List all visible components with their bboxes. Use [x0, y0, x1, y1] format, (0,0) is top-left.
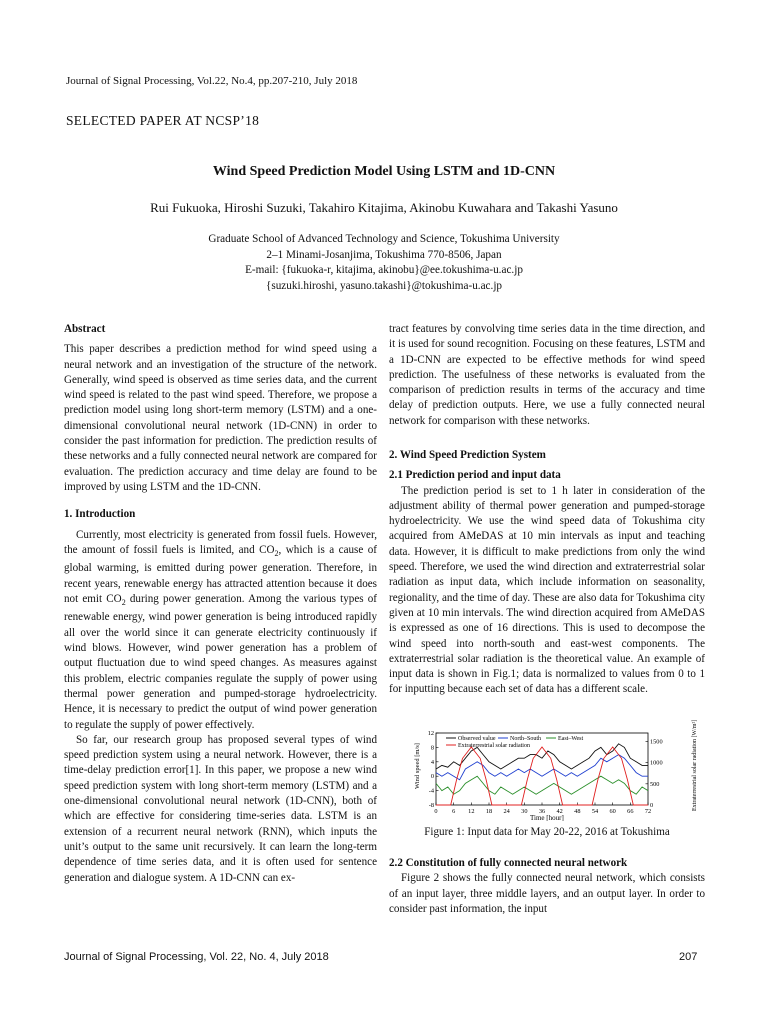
page-number: 207	[679, 951, 698, 963]
section2-1-heading: 2.1 Prediction period and input data	[389, 469, 561, 482]
co2-subscript: 2	[121, 598, 126, 608]
legend-label: Observed value	[458, 736, 496, 742]
journal-header: Journal of Signal Processing, Vol.22, No.4, pp.207-210, July 2018	[66, 75, 358, 87]
intro-paragraph-2-continued: tract features by convolving time series data in the time direction, and it is used for sound recognition. Focusing on these features, LSTM and a 1D-CNN are expected to be effective methods for wind speed prediction. The usefulness of these networks is evaluated from the comparison of prediction results in terms of the accuracy and time delay of prediction outputs. Here, we use a fully connected neural network for comparison with these networks.	[389, 323, 705, 427]
x-tick-label: 42	[556, 808, 563, 815]
series-line-ew	[436, 776, 648, 794]
x-tick-label: 6	[452, 808, 456, 815]
intro-p1-part-b: , which is a cause of global warming, is emitted during power generation. Therefore, in recent years, renewable energy has attracted attention because it does not emit CO	[64, 543, 377, 605]
section2-2-heading: 2.2 Constitution of fully connected neural network	[389, 857, 628, 869]
x-tick-label: 24	[503, 808, 510, 815]
paper-authors: Rui Fukuoka, Hiroshi Suzuki, Takahiro Kitajima, Akinobu Kuwahara and Takashi Yasuno	[150, 200, 618, 215]
y-tick-label: 0	[430, 773, 434, 781]
affiliation-line: 2–1 Minami-Josanjima, Tokushima 770-8506, Japan	[266, 248, 502, 261]
intro-p1-part-a: Currently, most electricity is generated from fossil fuels. However, the amount of fossil fuels is limited, and CO	[64, 528, 377, 556]
right-column	[389, 322, 705, 698]
affiliation-email: {suzuki.hiroshi, yasuno.takashi}@tokushima-u.ac.jp	[265, 279, 503, 292]
y-tick-label: -8	[428, 802, 434, 809]
y-tick-label: -4	[428, 787, 434, 795]
intro-paragraph-2: So far, our research group has proposed several types of wind speed prediction system using a neural network. However, there is a time-delay prediction error[1]. In this paper, we propose a new wind speed prediction system with long short-term memory (LSTM) and a one-dimensional convolutional neural network (1D-CNN), both of which are effective for considering time-series data. LSTM is an extension of a recurrent neural network (RNN), which inputs the unit’s output to the same unit recursively. It can learn the long-term dependence of time series data, and it is often used for sentence generation and dialogue system. A 1D-CNN can ex-	[64, 733, 377, 884]
affiliation-email: E-mail: {fukuoka-r, kitajima, akinobu}@ee.tokushima-u.ac.jp	[245, 264, 523, 276]
y-axis-label: Wind speed [m/s]	[414, 743, 421, 789]
paper-title: Wind Speed Prediction Model Using LSTM and 1D-CNN	[212, 164, 556, 179]
intro-paragraph-1	[64, 528, 377, 733]
affiliation-line: Graduate School of Advanced Technology and Science, Tokushima University	[208, 233, 560, 245]
abstract-heading: Abstract	[64, 323, 106, 335]
x-tick-label: 66	[627, 808, 634, 815]
x-tick-label: 48	[574, 808, 581, 815]
legend-label: North–South	[510, 736, 542, 742]
legend-label: Extraterrestrial solar radiation	[458, 743, 530, 749]
affiliation-block	[0, 232, 768, 294]
x-axis-label: Time [hour]	[530, 814, 564, 821]
x-tick-label: 30	[521, 808, 528, 815]
y2-tick-label: 500	[650, 780, 660, 788]
selected-paper-label: SELECTED PAPER AT NCSP’18	[66, 113, 260, 128]
legend-label: East–West	[558, 736, 584, 742]
x-tick-label: 60	[609, 808, 616, 815]
x-tick-label: 54	[591, 808, 599, 815]
x-tick-label: 0	[434, 808, 438, 815]
section2-heading: 2. Wind Speed Prediction System	[389, 449, 546, 461]
x-tick-label: 12	[468, 808, 475, 815]
section2-1-paragraph: The prediction period is set to 1 h later in consideration of the adjustment ability of thermal power generation and pumped-storage hydroelectricity. We use the wind speed data of Tokushima city acquired from AMeDAS at 10 min intervals as input and teaching data. However, it is difficult to make predictions from only the wind speed. Therefore, we used the wind direction and extraterrestrial solar radiation as input data, which include information on seasonality, regionality, and the time of day. These are also data for Tokushima city given at 10 min intervals. The wind direction acquired from AMeDAS is expressed as one of 16 directions. This is used to decompose the wind speed into north-south and east-west components. The extraterrestrial solar radiation is the theoretical value. An example of input data is shown in Fig.1; data is normalized to values from 0 to 1 for inputting because each set of data has a different scale.	[389, 484, 705, 696]
figure-1-chart	[406, 719, 702, 821]
y-tick-label: 8	[430, 744, 434, 752]
co2-subscript: 2	[274, 549, 279, 559]
figure-1-caption: Figure 1: Input data for May 20-22, 2016 at Tokushima	[424, 826, 670, 838]
y2-tick-label: 1500	[650, 738, 663, 746]
intro-p1-part-c: during power generation. Among the various types of renewable energy, wind power generation is being introduced rapidly all over the world since it can generate electricity continuously if wind blows. However, wind power generation has a problem of output fluctuation due to wind speed changes. As measures against this problem, electric companies regulate the supply of power using thermal power generation and pumped-storage hydroelectricity. Hence, it is necessary to predict the output of wind power generation to regulate the supply of power effectively.	[64, 592, 377, 731]
right-column-lower	[389, 856, 705, 917]
section2-2-paragraph: Figure 2 shows the fully connected neural network, which consists of an input layer, three middle layers, and an output layer. In order to consider past information, the input	[389, 872, 705, 915]
y2-axis-label: Extraterrestrial solar radiation [W/m²]	[692, 719, 698, 811]
abstract-text: This paper describes a prediction method for wind speed using a neural network and an investigation of the structure of the network. Generally, wind speed is observed as time series data, and the current wind speed is related to the past wind speed. Therefore, we propose a prediction model using long short-term memory (LSTM) and a one-dimensional convolutional neural network (1D-CNN) in order to consider the past information for prediction. The prediction results of these networks and a fully connected neural network are compared for evaluation. The prediction accuracy and time delay are found to be improved by using LSTM and the 1D-CNN.	[64, 343, 377, 493]
x-tick-label: 72	[644, 808, 652, 815]
y-tick-label: 12	[427, 730, 434, 737]
intro-heading: 1. Introduction	[64, 508, 136, 521]
x-tick-label: 36	[538, 808, 546, 815]
x-tick-label: 18	[485, 808, 493, 815]
y2-tick-label: 1000	[650, 759, 663, 767]
y2-tick-label: 0	[650, 802, 654, 809]
footer-journal: Journal of Signal Processing, Vol. 22, No. 4, July 2018	[64, 951, 329, 963]
left-column	[64, 322, 377, 886]
y-tick-label: 4	[430, 758, 434, 766]
